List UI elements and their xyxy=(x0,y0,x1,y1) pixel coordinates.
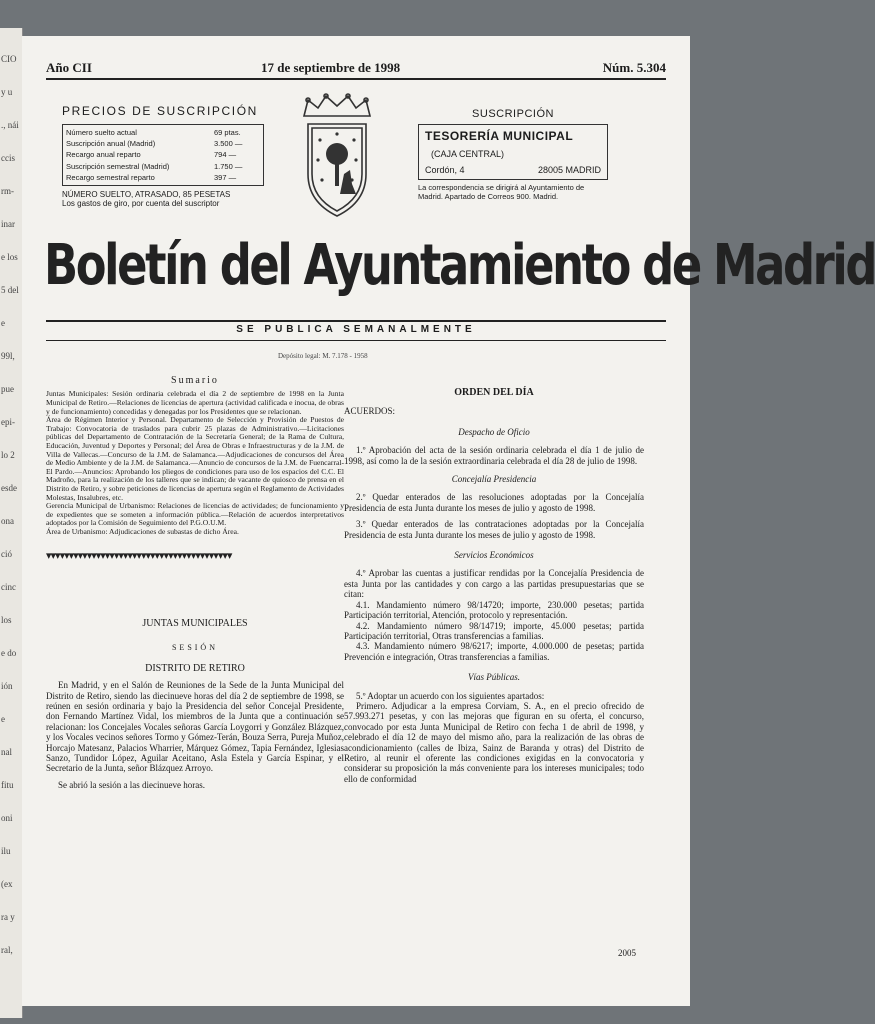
summary-title: Sumario xyxy=(171,375,219,386)
ornamental-divider: ▾▾▾▾▾▾▾▾▾▾▾▾▾▾▾▾▾▾▾▾▾▾▾▾▾▾▾▾▾▾▾▾▾▾▾▾▾▾▾▾▾ xyxy=(46,549,232,562)
left-page-fragment: ilu xyxy=(1,846,11,856)
office-street: Cordón, 4 xyxy=(425,165,465,175)
price-row: Suscripción semestral (Madrid) 1.750 — xyxy=(66,161,243,171)
legal-deposit: Depósito legal: M. 7.178 - 1958 xyxy=(278,352,368,360)
year-label: Año CII xyxy=(46,60,92,75)
left-page-fragment: CIO xyxy=(1,54,17,64)
price-table xyxy=(62,124,264,186)
prices-title: PRECIOS DE SUSCRIPCIÓN xyxy=(62,104,258,118)
left-page-fragment: fitu xyxy=(1,780,14,790)
subscription-prices xyxy=(62,104,272,208)
office-frame xyxy=(418,124,608,180)
masthead-rule xyxy=(46,320,666,322)
left-page-fragment: rm- xyxy=(1,186,14,196)
left-page-fragment: cinc xyxy=(1,582,16,592)
concejalia-heading: Concejalía Presidencia xyxy=(451,474,537,485)
vias-heading: Vías Públicas. xyxy=(468,672,520,683)
price-row: Suscripción anual (Madrid) 3.500 — xyxy=(66,139,243,149)
left-page-fragment: ra y xyxy=(1,912,15,922)
left-page-fragment: ión xyxy=(1,681,13,691)
summary-text: Juntas Municipales: Sesión ordinaria celebrada el día 2 de septiembre de 1998 en la Junta Municipal de Retiro.—Relaciones de licencias de apertura (actividad calificada e inocua, de obras y de funcionamiento) concedidas y denegadas por los Presidentes que se relacionan. Área de Régimen Interior y Personal. Departamento de Selección y Provisión de Puestos de Trabajo: Convocatoria de traslados para cubrir 25 plazas de Administrativo.—Licitaciones públicas del Departamento de Contratación de la Secretaría General; de la Rama de Cultura, Educación, Juventud y Deportes y Personal; del Área de Obras e Infraestructuras y de la J.M. de Villa de Vallecas.—Concurso de la J.M. de Salamanca.—Adjudicaciones de concursos del Área de Medio Ambiente y de la J.M. de Salamanca.—Anuncio de concursos de la J.M. de Fuencarral-El Pardo.—Anuncios: Aprobando los pliegos de condiciones para uso de los espacios del C.C. El Madroño, para la realización de los talleres que se indican; de vacante de quiosco de prensa en el Distrito de Retiro, y sobre peticiones de licencias de apertura según el Reglamento de Actividades Molestas, Insalubres, etc. Gerencia Municipal de Urbanismo: Relaciones de licencias de actividades; de funcionamiento y de expedientes que se someten a información pública.—Relación de acuerdos interpretativos adoptados por la Comisión de Seguimiento del P.G.O.U.M. Área de Urbanismo: Adjudicaciones de subastas de dicho Área. xyxy=(46,389,344,536)
district-heading: DISTRITO DE RETIRO xyxy=(145,662,245,674)
office-city: 28005 MADRID xyxy=(537,165,601,175)
price-row: Recargo semestral reparto 397 — xyxy=(66,172,237,182)
left-page-fragment: epi- xyxy=(1,417,15,427)
bulletin-page xyxy=(22,36,875,1006)
office-note: La correspondencia se dirigirá al Ayuntamiento de Madrid. Apartado de Correos 900. Madrid. xyxy=(418,183,585,201)
item-5: 5.º Adoptar un acuerdo con los siguientes apartados: xyxy=(356,690,545,701)
subscription-office xyxy=(418,108,608,201)
left-page-fragment: pue xyxy=(1,384,14,394)
office-title: SUSCRIPCIÓN xyxy=(472,108,554,120)
issue-number: Núm. 5.304 xyxy=(602,60,666,75)
left-page-fragment: 99l, xyxy=(1,351,15,361)
item-5-first: Primero. Adjudicar a la empresa Corviam, S. A., en el precio ofrecido de 57.993.271 pesetas, y con las mejoras que figuran en su oferta, el concurso, convocado por esta Junta Municipal de Retiro con fecha 1 de abril de 1998, y celebrado el día 12 de mayo del mismo año, para la realización de las obras de acondicionamiento (calles de Ibiza, Sainz de Baranda y otras) del Distrito de Retiro, al reunir el oferente las condiciones exigidas en la convocatoria y considerar su proposición la más conveniente para los intereses municipales; todo ello de conformidad xyxy=(344,700,644,784)
price-row: Recargo anual reparto 794 — xyxy=(66,150,237,160)
masthead-title: Boletín del Ayuntamiento de Madrid xyxy=(44,233,875,298)
publication-frequency: SE PUBLICA SEMANALMENTE xyxy=(236,324,476,335)
servicios-heading: Servicios Económicos xyxy=(454,550,534,561)
left-page-fragment: nal xyxy=(1,747,12,757)
prices-note: NÚMERO SUELTO, ATRASADO, 85 PESETAS Los gastos de giro, por cuenta del suscriptor xyxy=(62,190,231,209)
left-page-fragment: (ex xyxy=(1,879,13,889)
office-name: TESORERÍA MUNICIPAL xyxy=(425,129,574,143)
item-4-2: 4.2. Mandamiento número 98/14719; importe, 45.000 pesetas; partida Participación territorial, Otras transferencias a familias. xyxy=(344,620,644,641)
left-page-fragment: los xyxy=(1,615,12,625)
juntas-heading: JUNTAS MUNICIPALES xyxy=(142,617,248,629)
left-page-fragment: e xyxy=(1,318,5,328)
price-row: Número suelto actual 69 ptas. xyxy=(66,128,241,137)
item-1: 1.º Aprobación del acta de la sesión ordinaria celebrada el día 1 de julio de 1998, así como la de la sesión extraordinaria celebrada el día 28 de julio de 1998. xyxy=(344,445,644,466)
agenda-heading: ORDEN DEL DÍA xyxy=(454,387,534,398)
despacho-heading: Despacho de Oficio xyxy=(458,426,530,437)
session-paragraph: En Madrid, y en el Salón de Reuniones de la Sede de la Junta Municipal del Distrito de Retiro, siendo las diecinueve horas del día 2 de septiembre de 1998, se reúnen en sesión ordinaria y bajo la Presidencia del señor Concejal Presidente, don Fernando Martínez Vidal, los miembros de la Junta que a continuación se relacionan: los Concejales Vocales señoras García Loygorri y González Blázquez, y los Vocales vecinos señores Tormo y Gómez-Terán, Bouza Serra, Pureja Muñoz, Horcajo Matesanz, Palacios Wharrier, Márquez Gómez, Tapia Fernández, Iglesias Sanzo, Tundidor López, Aguilar Aceitano, Asla Estela y García Espinar, y el Secretario de la Junta, señor Blázquez Arroyo. xyxy=(46,680,344,774)
left-page-fragment: ., nái xyxy=(1,120,19,130)
issue-date: 17 de septiembre de 1998 xyxy=(261,60,401,75)
left-page-fragment: ció xyxy=(1,549,12,559)
item-4-1: 4.1. Mandamiento número 98/14720; importe, 230.000 pesetas; partida Participación territorial, Atención, protocolo y representación. xyxy=(344,599,644,621)
subtitle-rule xyxy=(46,340,666,341)
session-heading: SESIÓN xyxy=(171,643,218,653)
page-number: 2005 xyxy=(618,948,636,958)
agreements-label: ACUERDOS: xyxy=(344,406,396,417)
office-sub: (CAJA CENTRAL) xyxy=(431,149,505,159)
left-page-fragment: oni xyxy=(1,813,13,823)
left-page-fragment: 5 del xyxy=(1,285,19,295)
item-4: 4.º Aprobar las cuentas a justificar rendidas por la Concejalía Presidencia de esta Junta por las cantidades y con cargo a las partidas presupuestarias que se citan: xyxy=(344,568,644,600)
right-column xyxy=(344,388,644,784)
left-page-fragment: ona xyxy=(1,516,14,526)
page-header xyxy=(46,60,666,76)
session-open-paragraph: Se abrió la sesión a las diecinueve horas. xyxy=(58,779,205,790)
left-page-edge xyxy=(0,28,23,1018)
item-3: 3.º Quedar enterados de las contrataciones adoptadas por la Concejalía Presidencia de esta Junta durante los meses de julio y agosto de 1998. xyxy=(344,519,644,540)
left-page-fragment: e xyxy=(1,714,5,724)
left-page-fragment: y u xyxy=(1,87,13,97)
left-column xyxy=(46,376,344,790)
header-rule xyxy=(46,78,666,80)
left-page-fragment: inar xyxy=(1,219,15,229)
office-address xyxy=(425,165,601,175)
left-page-fragment: ral, xyxy=(1,945,13,955)
item-4-3: 4.3. Mandamiento número 98/6217; importe, 4.000.000 de pesetas; partida Prevención e integración, Otras transferencias a familias. xyxy=(344,641,644,662)
left-page-fragment: e los xyxy=(1,252,18,262)
madrid-coat-of-arms-icon xyxy=(294,94,380,222)
left-page-fragment: ccis xyxy=(1,153,15,163)
item-2: 2.º Quedar enterados de las resoluciones adoptadas por la Concejalía Presidencia de esta Junta durante los meses de julio y agosto de 1998. xyxy=(344,492,644,513)
left-page-fragment: esde xyxy=(1,483,17,493)
left-page-fragment: e do xyxy=(1,648,17,658)
left-page-fragment: lo 2 xyxy=(1,450,15,460)
